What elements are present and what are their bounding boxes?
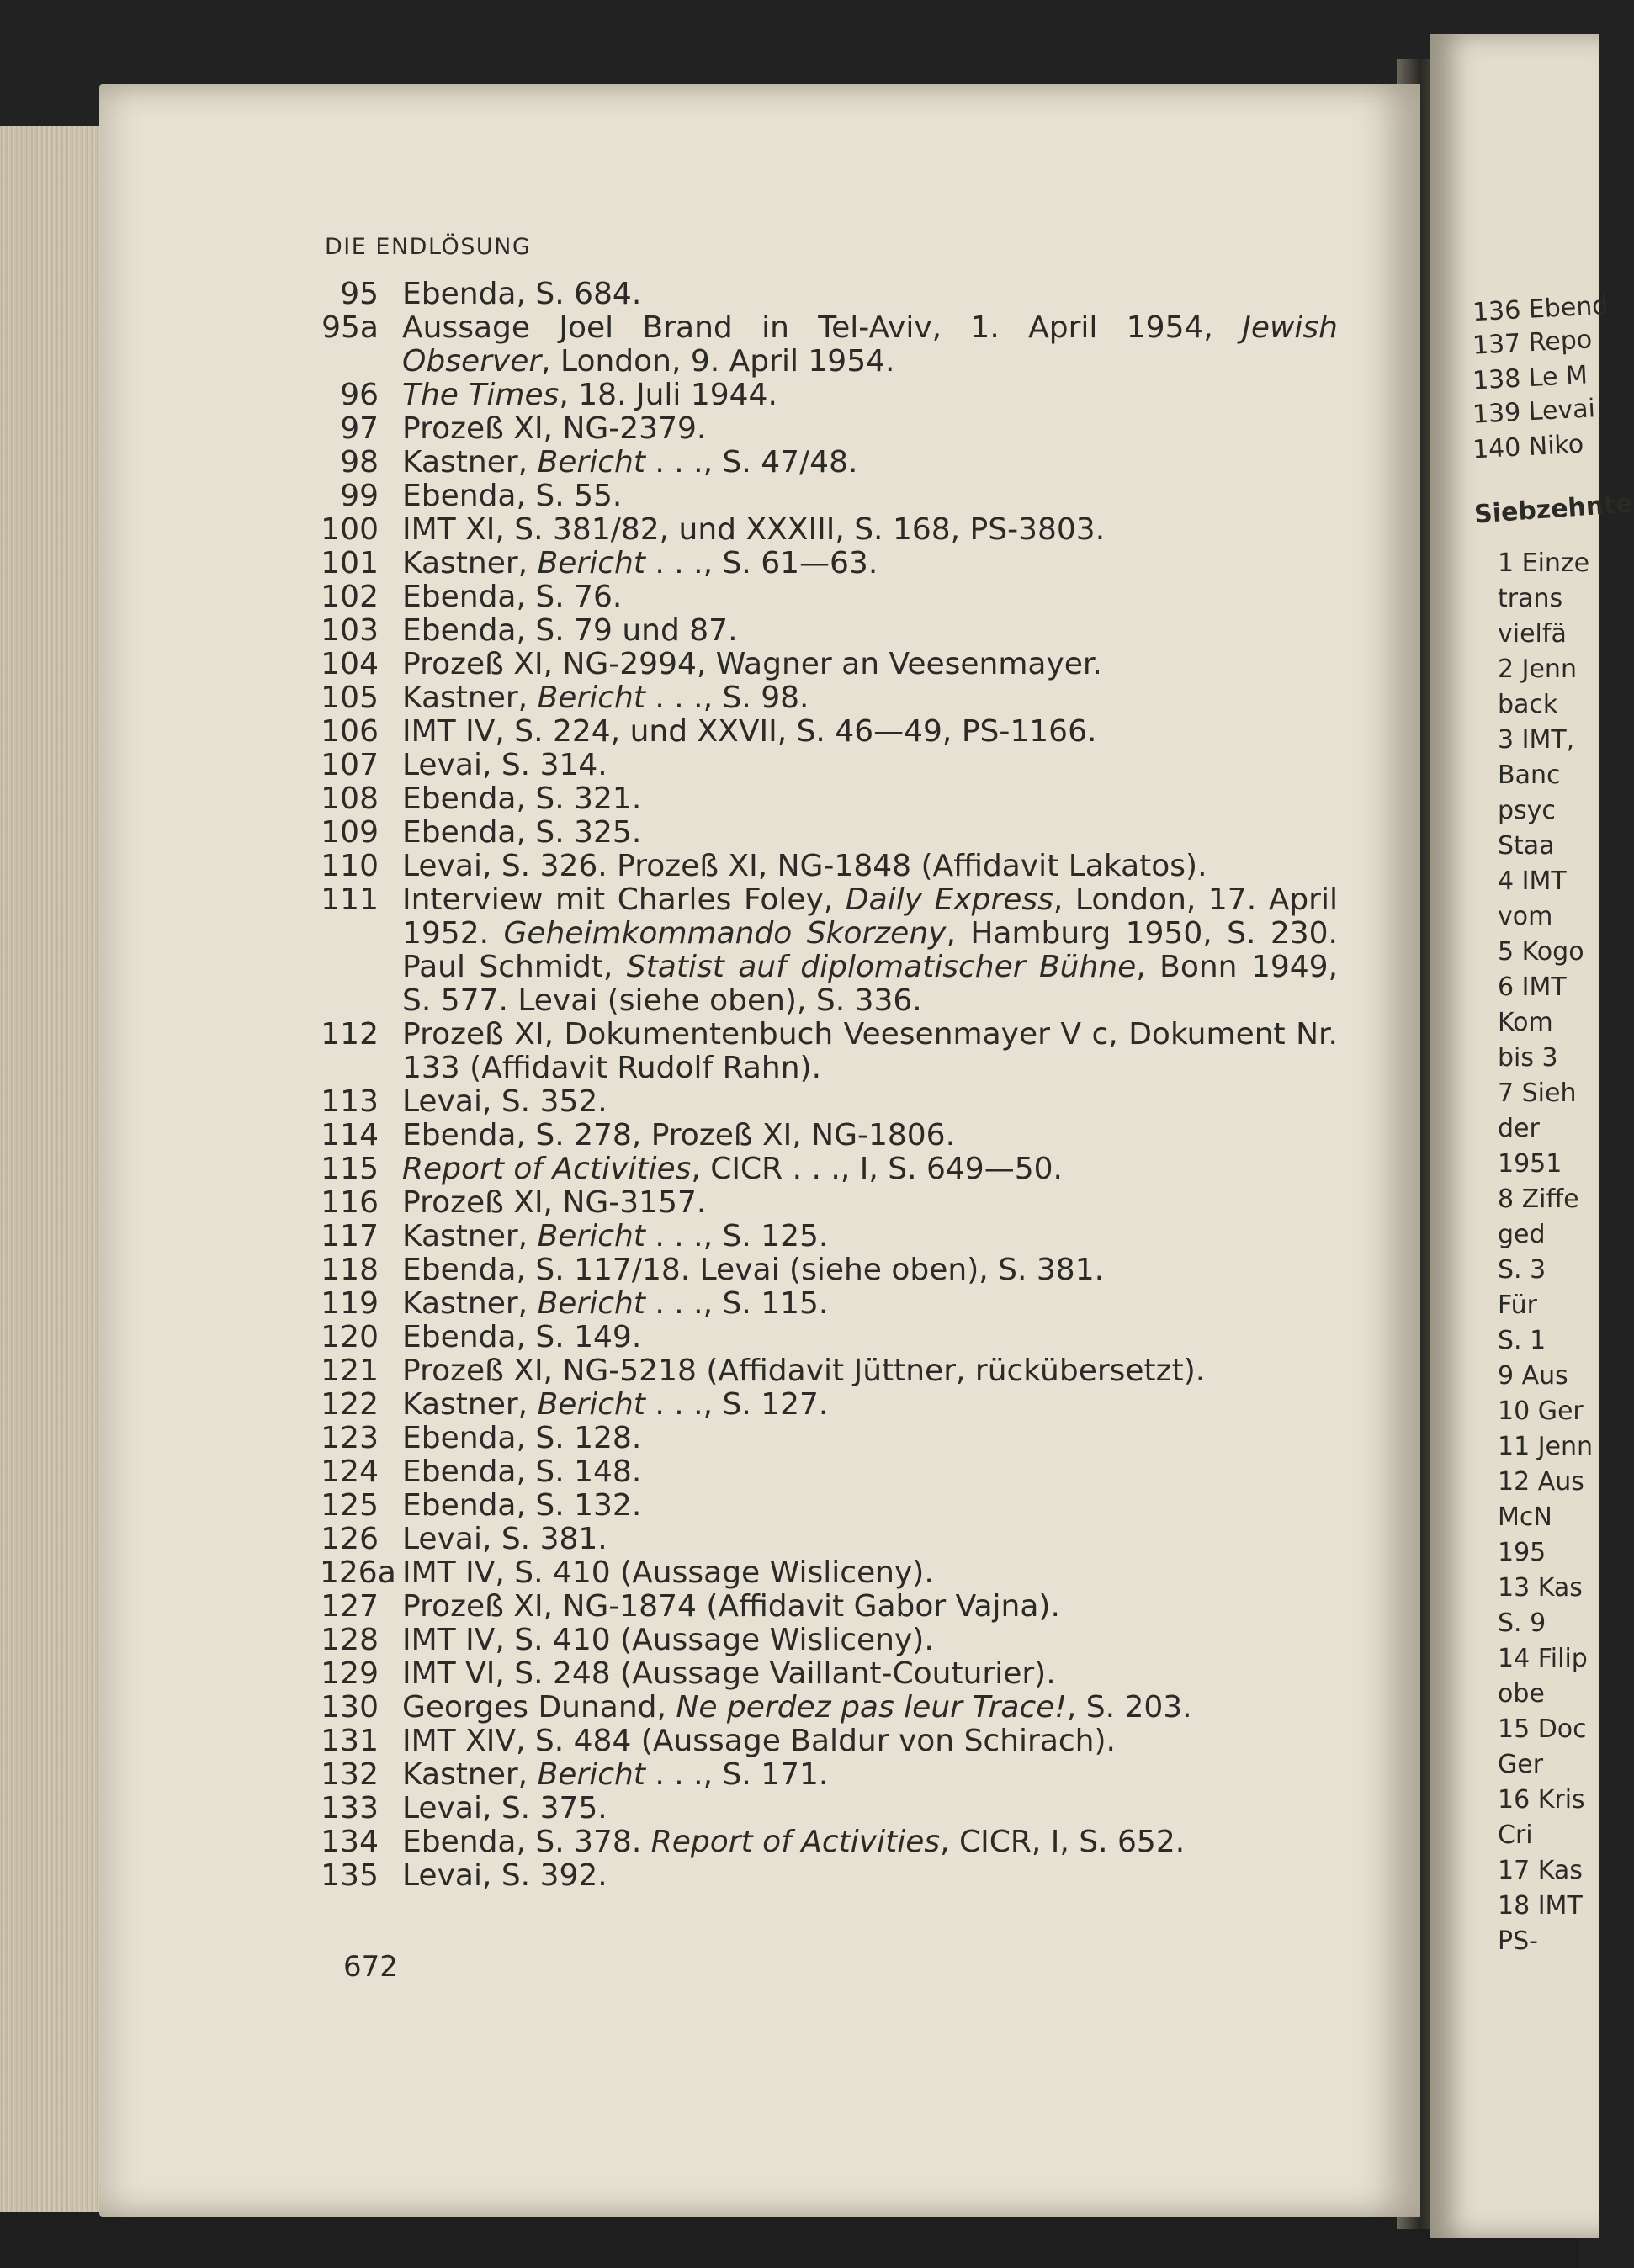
right-page-line: trans	[1498, 584, 1563, 613]
right-page-line: S. 9	[1498, 1608, 1546, 1638]
note-number: 116	[321, 1185, 379, 1220]
note	[320, 1321, 1338, 1354]
note-number: 99	[340, 479, 379, 513]
note-number: 124	[321, 1455, 379, 1489]
note-number: 113	[321, 1084, 379, 1119]
note	[320, 648, 1338, 681]
right-page-line: 16 Kris	[1498, 1785, 1585, 1815]
right-page-note: 136 Ebend	[1472, 290, 1610, 328]
note	[320, 1186, 1338, 1220]
note-number: 102	[321, 580, 379, 614]
right-page-line: Für	[1498, 1290, 1537, 1320]
note	[320, 1455, 1338, 1489]
note-text: Ebenda, S. 55.	[402, 479, 623, 513]
note-text: Ebenda, S. 117/18. Levai (siehe oben), S. 381.	[402, 1253, 1105, 1287]
note	[320, 1354, 1338, 1388]
right-page-line: 9 Aus	[1498, 1361, 1568, 1391]
right-page-line: S. 3	[1498, 1255, 1546, 1285]
note	[320, 412, 1338, 446]
note-text: Levai, S. 392.	[402, 1858, 607, 1893]
note-text: Ebenda, S. 132.	[402, 1488, 642, 1523]
note	[320, 1489, 1338, 1523]
note-text: Kastner, Bericht . . ., S. 61—63.	[402, 546, 878, 580]
right-page-line: 14 Filip	[1498, 1644, 1588, 1673]
note-text: Levai, S. 381.	[402, 1522, 607, 1556]
right-page-line: obe	[1498, 1679, 1545, 1709]
notes-list	[320, 278, 1338, 1893]
note	[320, 547, 1338, 580]
note-number: 97	[340, 411, 379, 446]
note-text: Kastner, Bericht . . ., S. 171.	[402, 1757, 829, 1792]
note-number: 95	[340, 277, 379, 311]
note-text: The Times, 18. Juli 1944.	[402, 378, 777, 412]
note	[320, 1287, 1338, 1321]
note	[320, 883, 1338, 1018]
note-number: 104	[321, 647, 379, 681]
right-page-line: 1 Einze	[1498, 548, 1590, 578]
note	[320, 580, 1338, 614]
running-header: DIE ENDLÖSUNG	[325, 234, 532, 260]
note	[320, 379, 1338, 412]
right-page-line: vom	[1498, 902, 1553, 931]
note	[320, 1119, 1338, 1153]
note	[320, 1590, 1338, 1624]
note-text: Aussage Joel Brand in Tel-Aviv, 1. April 1954, Jewish Observer, London, 9. April 1954.	[402, 310, 1338, 379]
note	[320, 1153, 1338, 1186]
note	[320, 278, 1338, 311]
right-page-line: back	[1498, 690, 1558, 719]
note-number: 95a	[321, 310, 379, 345]
note-number: 123	[321, 1421, 379, 1455]
note-text: IMT XI, S. 381/82, und XXXIII, S. 168, PS-3803.	[402, 512, 1106, 547]
right-page-line: 8 Ziffe	[1498, 1184, 1579, 1214]
right-page-line: 17 Kas	[1498, 1856, 1583, 1885]
note-text: Interview mit Charles Foley, Daily Express, London, 17. April 1952. Geheimkommando Skorzeny, Hamburg 1950, S. 230. Paul Schmidt, Statist auf diplomatischer Bühne, Bonn 1949, S. 577. Levai (siehe oben), S. 336.	[402, 882, 1338, 1018]
note-text: IMT IV, S. 224, und XXVII, S. 46—49, PS-1166.	[402, 714, 1097, 749]
right-page-line: Banc	[1498, 760, 1561, 790]
note-text: Levai, S. 352.	[402, 1084, 607, 1119]
note-text: Ebenda, S. 128.	[402, 1421, 642, 1455]
note	[320, 1657, 1338, 1691]
note	[320, 1826, 1338, 1859]
right-page-line: 6 IMT	[1498, 972, 1567, 1002]
note-text: Ebenda, S. 378. Report of Activities, CICR, I, S. 652.	[402, 1825, 1186, 1859]
note-number: 109	[321, 815, 379, 850]
right-page-note: 139 Levai	[1472, 394, 1596, 430]
note	[320, 446, 1338, 480]
note-number: 115	[321, 1152, 379, 1186]
right-page-line: 2 Jenn	[1498, 654, 1577, 684]
right-page-line: 18 IMT	[1498, 1891, 1583, 1921]
note-text: IMT VI, S. 248 (Aussage Vaillant-Couturier).	[402, 1656, 1056, 1691]
right-page-line: ged	[1498, 1220, 1546, 1249]
note-number: 132	[321, 1757, 379, 1792]
note-number: 122	[321, 1387, 379, 1422]
note	[320, 1792, 1338, 1826]
note	[320, 1018, 1338, 1085]
note-text: IMT IV, S. 410 (Aussage Wisliceny).	[402, 1623, 934, 1657]
note-number: 126a	[320, 1555, 396, 1590]
note-number: 103	[321, 613, 379, 648]
note-text: Georges Dunand, Ne perdez pas leur Trace!, S. 203.	[402, 1690, 1192, 1725]
note-number: 111	[321, 882, 379, 917]
note-number: 126	[321, 1522, 379, 1556]
note-number: 133	[321, 1791, 379, 1826]
right-page-line: psyc	[1498, 796, 1556, 825]
note	[320, 816, 1338, 850]
right-page-line: 5 Kogo	[1498, 937, 1584, 967]
note	[320, 1859, 1338, 1893]
right-page-line: 3 IMT,	[1498, 725, 1575, 755]
note	[320, 749, 1338, 782]
right-page-note: 138 Le M	[1472, 360, 1589, 396]
note-text: Kastner, Bericht . . ., S. 127.	[402, 1387, 829, 1422]
note-text: Ebenda, S. 325.	[402, 815, 642, 850]
note-number: 120	[321, 1320, 379, 1354]
note-text: Ebenda, S. 321.	[402, 782, 642, 816]
note-text: Ebenda, S. 148.	[402, 1455, 642, 1489]
note	[320, 1624, 1338, 1657]
right-page-line: 11 Jenn	[1498, 1432, 1594, 1461]
note-text: Kastner, Bericht . . ., S. 98.	[402, 681, 809, 715]
note-number: 135	[321, 1858, 379, 1893]
note-number: 114	[321, 1118, 379, 1153]
right-page-line: Kom	[1498, 1008, 1553, 1037]
right-page-line: Staa	[1498, 831, 1555, 861]
right-page-line: PS-	[1498, 1926, 1538, 1956]
note-number: 101	[321, 546, 379, 580]
note-text: Prozeß XI, NG-1874 (Affidavit Gabor Vajna).	[402, 1589, 1060, 1624]
note-text: Ebenda, S. 149.	[402, 1320, 642, 1354]
note-text: Kastner, Bericht . . ., S. 115.	[402, 1286, 829, 1321]
note	[320, 1556, 1338, 1590]
right-page-note: 140 Niko	[1472, 429, 1585, 465]
note-number: 129	[321, 1656, 379, 1691]
note-number: 134	[321, 1825, 379, 1859]
note-text: Prozeß XI, NG-2379.	[402, 411, 707, 446]
right-page	[1430, 34, 1634, 2238]
note	[320, 782, 1338, 816]
note-text: Levai, S. 314.	[402, 748, 607, 782]
right-page-line: Ger	[1498, 1750, 1544, 1779]
note	[320, 513, 1338, 547]
note	[320, 480, 1338, 513]
right-page-line: der	[1498, 1114, 1540, 1143]
note-number: 121	[321, 1354, 379, 1388]
note	[320, 1758, 1338, 1792]
note-text: Ebenda, S. 278, Prozeß XI, NG-1806.	[402, 1118, 956, 1153]
note-number: 107	[321, 748, 379, 782]
right-page-line: Cri	[1498, 1820, 1533, 1850]
right-page-line: 10 Ger	[1498, 1396, 1584, 1426]
right-page-line: bis 3	[1498, 1043, 1558, 1073]
note-text: IMT IV, S. 410 (Aussage Wisliceny).	[402, 1555, 934, 1590]
note	[320, 850, 1338, 883]
right-page-line: 195	[1498, 1538, 1546, 1567]
note-text: Ebenda, S. 79 und 87.	[402, 613, 738, 648]
note	[320, 1523, 1338, 1556]
right-page-note: 137 Repo	[1472, 325, 1593, 361]
note-text: Prozeß XI, NG-5218 (Affidavit Jüttner, rückübersetzt).	[402, 1354, 1206, 1388]
note-number: 119	[321, 1286, 379, 1321]
note-number: 105	[321, 681, 379, 715]
note	[320, 1220, 1338, 1253]
note-number: 96	[340, 378, 379, 412]
note-text: Kastner, Bericht . . ., S. 47/48.	[402, 445, 858, 480]
right-page-line: McN	[1498, 1502, 1552, 1532]
note-number: 125	[321, 1488, 379, 1523]
right-page-line: 4 IMT	[1498, 866, 1567, 896]
note	[320, 1388, 1338, 1422]
note	[320, 681, 1338, 715]
right-page-line: vielfä	[1498, 619, 1567, 649]
note-text: Prozeß XI, NG-3157.	[402, 1185, 707, 1220]
note-number: 108	[321, 782, 379, 816]
note-number: 118	[321, 1253, 379, 1287]
note-number: 112	[321, 1017, 379, 1052]
note-text: Prozeß XI, Dokumentenbuch Veesenmayer V c, Dokument Nr. 133 (Affidavit Rudolf Rahn).	[402, 1017, 1338, 1085]
note	[320, 1422, 1338, 1455]
note-number: 98	[340, 445, 379, 480]
note	[320, 311, 1338, 379]
right-page-line: 1951	[1498, 1149, 1562, 1179]
note-text: Report of Activities, CICR . . ., I, S. 649—50.	[402, 1152, 1063, 1186]
note	[320, 1725, 1338, 1758]
note-number: 117	[321, 1219, 379, 1253]
note-text: Ebenda, S. 76.	[402, 580, 623, 614]
right-page-heading: Siebzehnte	[1473, 489, 1634, 530]
note-text: Levai, S. 326. Prozeß XI, NG-1848 (Affidavit Lakatos).	[402, 849, 1207, 883]
note-number: 131	[321, 1724, 379, 1758]
page-number: 672	[343, 1950, 398, 1984]
note	[320, 715, 1338, 749]
note-text: IMT XIV, S. 484 (Aussage Baldur von Schirach).	[402, 1724, 1116, 1758]
right-page-line: S. 1	[1498, 1326, 1546, 1355]
note-text: Ebenda, S. 684.	[402, 277, 642, 311]
note	[320, 1253, 1338, 1287]
note-number: 127	[321, 1589, 379, 1624]
note-number: 100	[321, 512, 379, 547]
right-page-line: 13 Kas	[1498, 1573, 1583, 1603]
note-number: 110	[321, 849, 379, 883]
right-page-line: 15 Doc	[1498, 1714, 1587, 1744]
right-page-line: 12 Aus	[1498, 1467, 1584, 1497]
note	[320, 614, 1338, 648]
note-text: Levai, S. 375.	[402, 1791, 607, 1826]
note-text: Kastner, Bericht . . ., S. 125.	[402, 1219, 829, 1253]
note-text: Prozeß XI, NG-2994, Wagner an Veesenmayer.	[402, 647, 1102, 681]
note-number: 130	[321, 1690, 379, 1725]
note-number: 128	[321, 1623, 379, 1657]
note-number: 106	[321, 714, 379, 749]
right-page-line: 7 Sieh	[1498, 1078, 1577, 1108]
note	[320, 1691, 1338, 1725]
note	[320, 1085, 1338, 1119]
